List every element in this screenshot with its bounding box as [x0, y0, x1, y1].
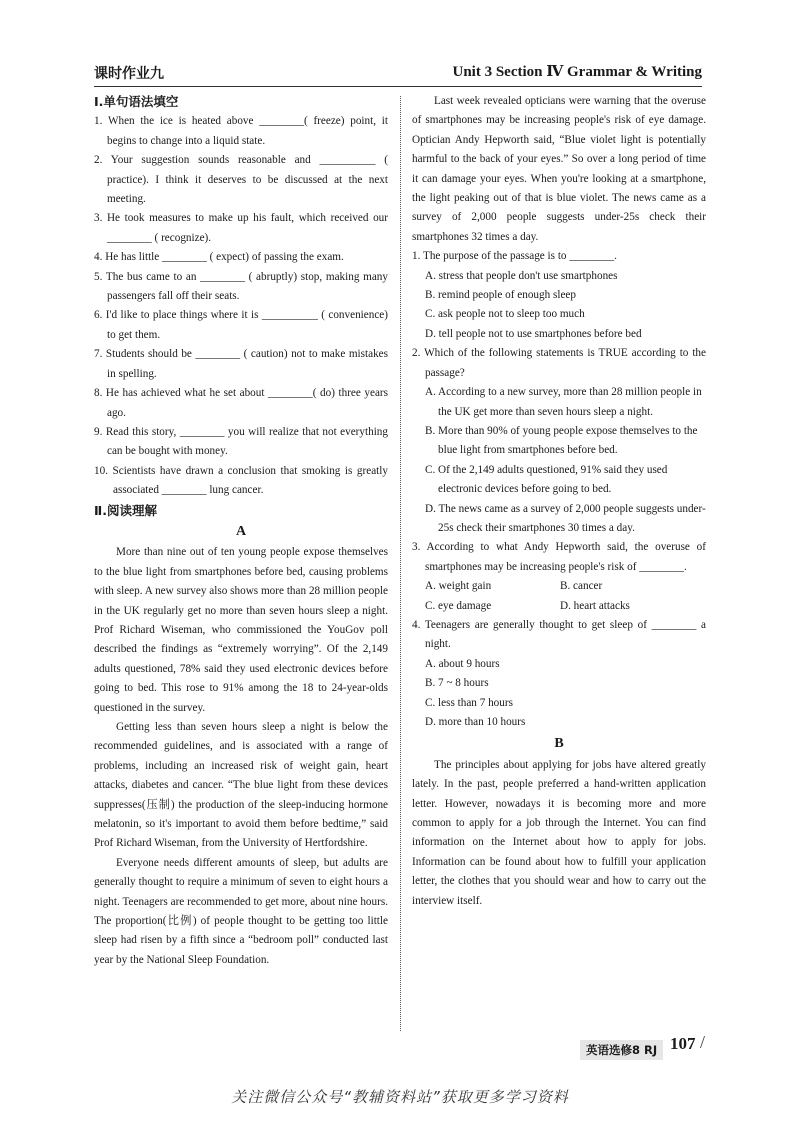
section2-title: Ⅱ.阅读理解 — [94, 502, 157, 518]
question-option: C. less than 7 hours — [425, 696, 513, 709]
grammar-item: 1. When the ice is heated above ________( freeze) point, it begins to change into a liquid state. — [94, 115, 388, 147]
question-option: B. remind people of enough sleep — [425, 289, 576, 302]
passage-a-paragraph: Getting less than seven hours sleep a night is below the recommended guidelines, and is associated with a range of problems, including an increased risk of weight gain, heart attacks, diabetes and cancer. “The blue light from these devices suppresses(压制) the production of the sleep-inducing hormone melatonin, so it's important to avoid them before bedtime,” said Prof Richard Wiseman, from the University of Hertfordshire. — [94, 721, 388, 850]
right-column — [412, 92, 706, 911]
page-number: 107 — [670, 1034, 696, 1053]
question-stem: 2. Which of the following statements is TRUE according to the passage? — [412, 347, 706, 379]
question-option: B. More than 90% of young people expose themselves to the blue light from smartphones before bed. — [425, 424, 698, 457]
grammar-item: 3. He took measures to make up his fault, which received our ________ ( recognize). — [94, 212, 388, 244]
passage-a-continuation: Last week revealed opticians were warning that the overuse of smartphones may be increasing people's risk of eye damage. Optician Andy Hepworth said, “Blue violet light is potentially harmful to the back of your eyes.” So over a long period of time it can damage your eyes. When you're looking at a smartphone, the light peaking out of that is blue violet. The news came as a survey of 2,000 people suggests under-25s check their smartphones 32 times a day. — [412, 95, 706, 243]
handwritten-watermark: 关注微信公众号“教辅资料站”获取更多学习资料 — [231, 1088, 569, 1106]
question-option: A. According to a new survey, more than 28 million people in the UK get more than seven hours sleep a night. — [425, 386, 702, 418]
question-option: D. more than 10 hours — [425, 716, 526, 728]
section1-title: Ⅰ.单句语法填空 — [94, 94, 179, 109]
grammar-item: 2. Your suggestion sounds reasonable and __________ ( practice). I think it deserves to be discussed at the next meeting. — [94, 154, 388, 206]
question-stem: 4. Teenagers are generally thought to get sleep of ________ a night. — [412, 618, 706, 651]
grammar-item: 4. He has little ________ ( expect) of passing the exam. — [94, 251, 344, 264]
question-option: C. eye damage — [425, 599, 492, 612]
question-option: D. The news came as a survey of 2,000 people suggests under-25s check their smartphones 30 times a day. — [425, 502, 706, 534]
question-option: B. 7 ~ 8 hours — [425, 677, 489, 690]
question-option-row — [412, 597, 706, 616]
page-slash: / — [700, 1032, 706, 1052]
question-option: A. stress that people don't use smartphones — [425, 269, 618, 282]
grammar-item: 7. Students should be ________ ( caution) not to make mistakes in spelling. — [94, 348, 388, 380]
question-option: D. tell people not to use smartphones before bed — [425, 327, 642, 340]
question-option: A. about 9 hours — [425, 657, 500, 670]
book-label: 英语选修8 RJ — [580, 1040, 663, 1060]
unit-section-title: Unit 3 Section Ⅳ Grammar & Writing — [452, 64, 702, 80]
grammar-item: 6. I'd like to place things where it is __________ ( convenience) to get them. — [94, 309, 388, 341]
question-option: B. cancer — [560, 580, 603, 593]
worksheet-title: 课时作业九 — [94, 66, 164, 82]
passage-b-paragraph: The principles about applying for jobs have altered greatly lately. In the past, people preferred a hand-written application letter. However, nowadays it is becoming more and more common to apply for a job through the Internet. You can find information on the Internet about how to apply for jobs. Information can be found about how to fulfill your application letter, the clothes that you should wear and how to carry out the interview itself. — [412, 758, 706, 907]
passage-b-title: B — [554, 736, 564, 752]
left-column — [94, 92, 388, 970]
grammar-item: 10. Scientists have drawn a conclusion that smoking is greatly associated ________ lung cancer. — [94, 464, 388, 497]
grammar-item: 8. He has achieved what he set about ________( do) three years ago. — [94, 387, 388, 419]
header-rule — [94, 86, 702, 87]
question-option: A. weight gain — [425, 580, 492, 593]
question-option: C. ask people not to sleep too much — [425, 308, 585, 321]
column-divider — [400, 96, 401, 1031]
question-option-row — [412, 577, 706, 596]
grammar-item: 5. The bus came to an ________ ( abruptly) stop, making many passengers fall off their seats. — [94, 270, 388, 303]
grammar-item: 9. Read this story, ________ you will realize that not everything can be bought with money. — [94, 425, 388, 458]
question-option: C. Of the 2,149 adults questioned, 91% said they used electronic devices before going to bed. — [425, 463, 668, 496]
question-option: D. heart attacks — [560, 599, 630, 612]
passage-a-title: A — [235, 523, 247, 539]
passage-a-paragraph: Everyone needs different amounts of sleep, but adults are generally thought to require a minimum of seven to eight hours a night. Teenagers are recommended to get more, about nine hours. The proportion(比例) of people thought to be getting too little sleep had risen by a fifth since a “bedroom poll” conducted last year by the National Sleep Foundation. — [94, 856, 388, 966]
passage-a-paragraph: More than nine out of ten young people expose themselves to the blue light from smartphones before bed, causing problems with sleep. A new survey also shows more than 28 million people in the UK regularly get no more than seven hours sleep a night. Prof Richard Wiseman, who commissioned the YouGov poll described the findings as “extremely worrying”. Of the 2,149 adults questioned, 78% said they used electronic devices before going to bed. This rose to 91% among the 18 to 24-year-olds questioned in the survey. — [94, 546, 388, 714]
question-stem: 3. According to what Andy Hepworth said, the overuse of smartphones may be increasing people's risk of ________. — [412, 541, 706, 573]
question-stem: 1. The purpose of the passage is to ________. — [412, 250, 617, 263]
